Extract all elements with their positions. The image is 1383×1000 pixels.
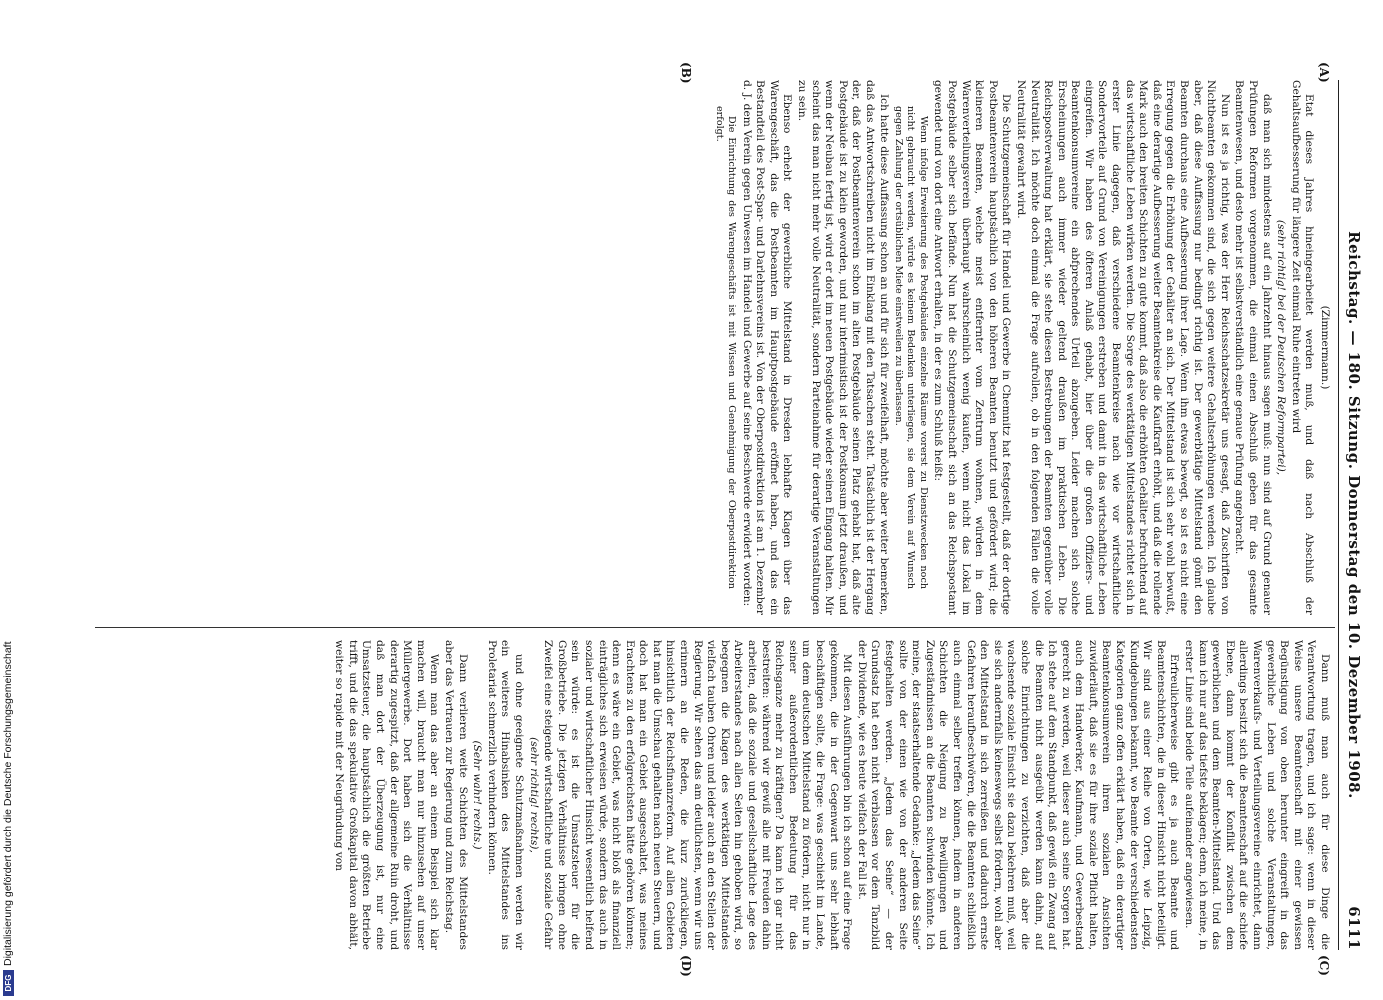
dfg-logo: DFG — [3, 970, 14, 996]
column-divider — [95, 627, 1335, 628]
header-title: Reichstag. — 180. Sitzung. Donnerstag den 10. Dezember 1908. — [1345, 231, 1363, 799]
paragraph: Dann verlieren weite Schichten des Mittelstandes aber das Vertrauen zur Regierung und zum Reichstag. — [443, 640, 469, 950]
paragraph: Wenn man das aber an einem Beispiel sich klar machen will, braucht man nur hinzusehen auf unser Müllergewerbe. Dort haben sich die Verhältnisse derartig zugespitzt, daß der allgemeine Ruin droht, und daß man dort der Überzeugung ist, nur eine Umsatzsteuer, die hauptsächlich die größten Betriebe trifft, und die das spekulative Großkapital davon abhält, weiter so rapide mit der Neugründung von — [333, 640, 441, 950]
left-column — [90, 80, 1331, 615]
speaker-name: (Zimmermann.) — [1319, 305, 1331, 390]
paragraph: und ohne geeignete Schutzmaßnahmen werden wir ein weiteres Hinabsinken des Mittelstandes ins Proletariat schmerzlich verhindern können. — [485, 640, 525, 950]
paragraph: Mit diesen Ausführungen bin ich schon auf eine Frage gekommen, die in der Gegenwart uns sehr lebhaft beschäftigen sollte, die Frage: was geschieht im Lande, um dem deutschen Mittelstand zu fördern, nicht nur in seiner außerordentlichen Bedeutung für das Reichsganze mehr zu kräftigen? Da kann ich gar nicht bestreiten: während wir gewiß alle mit Freuden dahin arbeiten, daß die soziale und gesellschaftliche Lage des Arbeiterstandes nach allen Seiten hin gehoben wird, so begegnen die Klagen des werktätigen Mittelstandes vielfach tauben Ohren und leider auch an den Stellen der Regierung. Wir sehen das am deutlichsten, wenn wir uns erinnern an die Reden, die kurz zurückliegen, hinsichtlich der Reichsfinanzreform. Auf allen Gebieten hat man die Umschau gehalten nach neuen Steuern, und doch hat man ein Gebiet ausgeschaltet, was meines Erachtens zu den erfolgreichsten hätte gehören können; denn es wäre ein Gebiet, was nicht bloß als finanziell einträgliches sich erweisen würde, sondern das auch in sozialer und wirtschaftlicher Hinsicht wesentlich helfend sein würde: es ist die Umsatzsteuer für die Großbetriebe. Die jetzigen Verhältnisse bringen ohne Zweifel eine steigende wirtschaftliche und soziale Gefahr — [542, 640, 854, 950]
paragraph: Nun ist es ja richtig, was der Herr Reichsschatzsekretär uns gesagt, daß Zuschriften von Nichtbeamten gekommen sind, die sich gegen weitere Gehaltserhöhungen wenden. Ich glaube aber, daß diese Auffassung nur bedingt richtig ist. Der gewerbtätige Mittelstand gönnt den Beamten durchaus eine Aufbesserung ihrer Lage. Wenn ihm etwas bewegt, so ist es nicht eine Erregung gegen die Erhöhung der Gehälter an sich. Der Mittelstand ist sich sehr wohl bewußt, daß eine derartige Aufbesserung weiter Beamtenkreise die Kaufkraft erhöht, und daß die rollende Mark auch den breiten Schichten zu gute kommt, daß also die erhöhten Gehälter befruchtend auf das wirtschaftliche Leben wirken werden. Die Sorge des werktätigen Mittelstandes richtet sich in erster Linie dagegen, daß verschiedene Beamtenkreise nach wie vor wirtschaftliche Sondervorteile auf Grund von Vereinigungen erstreben und damit in das wirtschaftliche Leben eingreifen. Wir haben des öfteren Anlaß gehabt, hier über die großen Offiziers- und Beamtenkonsumvereine ein abfprechendes Urteil abzugeben. Leider machen sich solche Erscheinungen auch immer wieder geltend draußen im praktischen Leben. Die Reichspostverwaltung hat erklärt, sie stehe diesen Bestrebungen der Beamten gegenüber volle Neutralität. Ich möchte doch einmal die Frage aufrollen, ob in den folgenden Fällen die volle Neutralität gewahrt wird. — [1014, 80, 1231, 615]
header-rule — [1338, 80, 1339, 950]
footer-credit — [2, 6, 16, 996]
paragraph: Ebenso erhebt der gewerbliche Mittelstand in Dresden lebhafte Klagen über das Warengeschäft, das die Postbeamten im Hauptpostgebäude eröffnet haben, und das ein Bestandteil des Post-Spar- und Darlehnsvereins ist. Von der Oberpostdirektion ist am 1. Dezember d. J. dem Verein gegen Unwesen im Handel und Gewerbe auf seine Beschwerde erwidert worden: — [740, 80, 794, 615]
paragraph: daß man sich mindestens auf ein Jahrzehnt hinaus sagen muß: nun sind auf Grund genauer Prüfungen Reformen vorgenommen, die einmal einen Abschluß geben für das gesamte Beamtenwesen, und desto mehr ist selbstverständlich eine genaue Prüfung angebracht. — [1233, 80, 1273, 615]
interjection: (sehr richtig! bei der Deutschen Reformpartei), — [1275, 219, 1288, 476]
paragraph: Ich hatte diese Auffassung schon an und für sich für zweifelhaft, möchte aber weiter bemerken, daß das Antwortschreiben nicht im Einklang mit den Tatsachen steht. Tatsächlich ist der Hergang der, daß der Postbeamtenverein schon im alten Postgebäude seinen Platz gehabt hat, daß alte Postgebäude ist zu klein geworden, und nur interimistisch ist der Postkonsum jetzt draußen, und wenn der Neubau fertig ist, wird er dort im neuen Postgebäude wieder seinen Eingang halten. Mir scheint das man nicht mehr volle Neutralität, sondern Parteinahme für derartige Veranstaltungen zu sein. — [796, 80, 890, 615]
paragraph: Die Schutzgemeinschaft für Handel und Gewerbe in Chemnitz hat festgestellt, daß der dortige Postbeamtenverein hauptsächlich von den höheren Beamten benutzt und gefördert wird; die kleineren Beamten, welche meist entfernter vom Zentrum wohnen, würden in dem Warenverteilungsverein überhaupt wahrscheinlich wenig kaufen, wenn nicht das Lokal im Postgebäude selber sich befände. Nun hat die Schutzgemeinschaft sich an das Reichspostamt gewendet und von dort eine Antwort erhalten, in der es zum Schluß heißt: — [932, 80, 1013, 615]
quoted-letter: Wenn infolge Erweiterung des Postgebäudes einzelne Räume vorerst zu Dienstzwecken noch nicht gebraucht werden, würde es keinem Bedenken unterliegen, sie dem Verein auf Wunsch gegen Zahlung der ortsüblichen Miete einstweilen zu überlassen. — [892, 106, 929, 589]
paragraph: Erfreulicherweise gibt es ja auch Beamte und Beamtenschichten, die in dieser Hinsicht nicht beteiligt. Wir sind aus einer Reihe von Orten, wie Leipzig, Kundgebungen bekannt, wo Beamte der verschiedensten Kategorien ganz offen erklärt haben, daß ein derartiger Beamtenkonsumverein ihren sozialen Ansichten zuwiderläuft, daß sie es für ihre soziale Pflicht halten, auch dem Handwerker, Kaufmann, und Gewerbestand gerecht zu werden, weil dieser auch seine Sorgen hat. Ich stehe auf dem Standpunkt, daß gewiß ein Zwang auf die Beamten nicht ausgeübt werden kann dahin, auf solche Einrichtungen zu verzichten, daß aber die wachsende soziale Einsicht sie dazu bekehren muß, weil sie sich andernfalls keineswegs selbst fördern, wohl aber den Mittelstand in sich zerreißen und dadurch ernste Gefahren heraufbeschwören, die die Beamten schließlich auch einmal selber treffen können, indem in anderen Schichten die Neigung zu Bewilligungen und Zugeständnissen an die Beamten schwinden könnte. Ich meine, der staatserhaltende Gedanke: „Jedem das Seine“ sollte von der einen wie von der anderen Seite festgehalten werden. „Jedem das Seine“ — der Grundsatz hat eben nicht verblassen vor dem Tanzbild der Dividende, wie es heute vielfach der Fall ist. — [855, 640, 1181, 950]
page-number: 6111 — [1345, 906, 1363, 950]
paragraph: Dann muß man auch für diese Dinge die Verantwortung tragen, und ich sage: wenn in dieser Weise unsere Beamtenschaft mit einer gewissen Begünstigung von oben herunter eingreift in das gewerbliche Leben und solche Veranstaltungen, Warenverkaufs- und Verteilungsvereine einrichtet, dann allerdings besitzt sich die Beamtenschaft auf die schiefe Ebene, dann kommt der Konflikt zwischen dem gewerblichen und dem Beamten-Mittelstand. Und das kann ich nur auf das tiefste beklagen; denn, ich meine, in erster Linie sind beide Teile aufeinander angewiesen. — [1183, 640, 1331, 950]
page-header — [1341, 80, 1363, 950]
quoted-letter: Die Einrichtung des Warengeschäfts ist mit Wissen und Genehmigung der Oberpostdirektion erfolgt. — [713, 106, 738, 589]
margin-marker-a: (A) — [1317, 62, 1331, 83]
margin-marker-d: (D) — [679, 955, 693, 977]
interjection: (sehr richtig! rechts), — [527, 737, 540, 853]
interjection: (Sehr wahr! rechts.) — [471, 740, 484, 850]
margin-marker-b: (B) — [679, 62, 693, 84]
right-column — [90, 640, 1331, 950]
margin-marker-c: (C) — [1317, 955, 1331, 976]
paragraph: Etat dieses Jahres hineingearbeitet werden muß, und daß nach Abschluß der Gehaltsaufbesserung für längere Zeit einmal Ruhe eintreten wird — [1289, 80, 1316, 615]
digitization-credit: Digitalisierung gefördert durch die Deutsche Forschungsgemeinschaft — [2, 641, 14, 966]
